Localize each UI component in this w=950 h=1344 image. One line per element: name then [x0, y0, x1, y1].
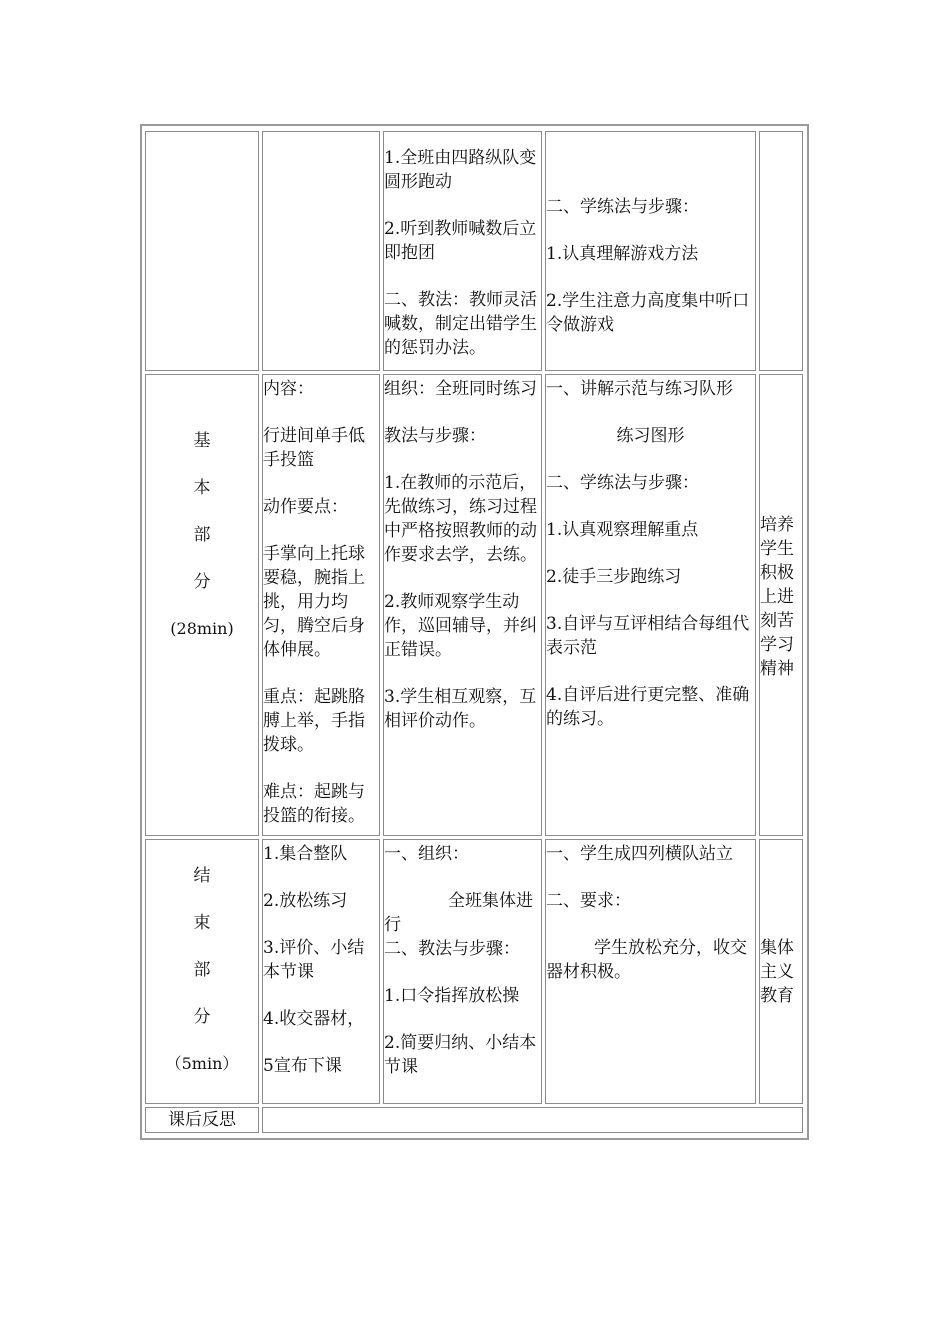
text-line: 二、教法：教师灵活喊数，制定出错学生的惩罚办法。	[384, 290, 537, 358]
cell-goal-basic	[759, 374, 803, 836]
text-line: 1.认真理解游戏方法	[546, 244, 699, 264]
text-line: 组织：全班同时练习	[384, 379, 537, 399]
text-line: 二、要求：	[546, 891, 631, 911]
text-line: 二、教法与步骤：	[384, 939, 520, 959]
text-line: 2.放松练习	[263, 891, 348, 911]
reflect-label: 课后反思	[168, 1110, 236, 1130]
text-line: 难点：起跳与投篮的衔接。	[263, 782, 365, 826]
cell-section-basic	[145, 374, 259, 836]
goal-text: 集体主义教育	[760, 938, 794, 1006]
cell-section-end	[145, 839, 259, 1104]
text-line: 2.学生注意力高度集中听口令做游戏	[546, 291, 750, 335]
text-line: 手掌向上托球要稳，腕指上挑，用力均匀，腾空后身体伸展。	[263, 544, 365, 660]
cell-content-basic	[262, 374, 380, 836]
text-line: 3.自评与互评相结合每组代表示范	[546, 614, 750, 658]
text-line: 学生放松充分，收交器材积极。	[546, 938, 747, 982]
text-line: 1.集合整队	[263, 844, 348, 864]
cell-method-end	[383, 839, 542, 1104]
section-duration: （5min）	[165, 1054, 239, 1073]
text-line: 1.全班由四路纵队变圆形跑动	[384, 148, 537, 192]
section-char: 分	[193, 1007, 211, 1027]
text-line: 1.认真观察理解重点	[546, 520, 699, 540]
section-char: 基	[193, 431, 211, 451]
text-line: 一、讲解示范与练习队形	[546, 379, 733, 399]
cell-goal-empty	[759, 131, 803, 371]
text-line: 二、学练法与步骤：	[546, 197, 699, 217]
text-line: 1.口令指挥放松操	[384, 986, 520, 1006]
text-line: 一、学生成四列横队站立	[546, 844, 733, 864]
text-line: 1.在教师的示范后，先做练习，练习过程中严格按照教师的动作要求去学，去练。	[384, 473, 537, 565]
section-duration: (28min)	[170, 619, 234, 638]
text-line: 练习图形	[616, 426, 685, 446]
text-line: 3.学生相互观察，互相评价动作。	[384, 687, 537, 731]
cell-method-basic	[383, 374, 542, 836]
text-line: 4.收交器材，	[263, 1009, 365, 1029]
table-row-intro	[145, 131, 803, 371]
cell-reflect-value[interactable]	[262, 1107, 803, 1133]
text-line: 3.评价、小结本节课	[263, 938, 365, 982]
text-line: 教法与步骤：	[384, 426, 486, 446]
cell-content-end	[262, 839, 380, 1104]
text-line: 行进间单手低手投篮	[263, 426, 365, 470]
text-line: 内容：	[263, 379, 314, 399]
text-line: 4.自评后进行更完整、准确的练习。	[546, 685, 750, 729]
text-line: 5宣布下课	[263, 1056, 342, 1076]
cell-content-empty	[262, 131, 380, 371]
table-row-basic	[145, 374, 803, 836]
text-line: 2.徒手三步跑练习	[546, 567, 682, 587]
text-line: 2.听到教师喊数后立即抱团	[384, 219, 537, 263]
section-char: 本	[193, 478, 211, 498]
section-char: 部	[193, 525, 211, 545]
section-char: 分	[193, 572, 211, 592]
text-line: 2.教师观察学生动作，巡回辅导，并纠正错误。	[384, 592, 537, 660]
cell-method-intro	[383, 131, 542, 371]
table-row-reflect	[145, 1107, 803, 1133]
cell-student-end	[545, 839, 756, 1104]
text-line: 重点：起跳胳膊上举，手指拨球。	[263, 687, 365, 755]
lesson-plan-table	[142, 128, 806, 1136]
section-char: 束	[193, 913, 211, 933]
cell-reflect-label	[145, 1107, 259, 1133]
cell-section-empty	[145, 131, 259, 371]
cell-student-intro	[545, 131, 756, 371]
text-line: 全班集体进行	[384, 891, 533, 935]
text-line: 动作要点：	[263, 497, 348, 517]
cell-goal-end	[759, 839, 803, 1104]
section-char: 部	[193, 960, 211, 980]
text-line: 一、组织：	[384, 844, 469, 864]
section-char: 结	[193, 866, 211, 886]
text-line: 2.简要归纳、小结本节课	[384, 1033, 537, 1077]
cell-student-basic	[545, 374, 756, 836]
goal-text: 培养学生积极上进刻苦学习精神	[760, 515, 794, 679]
text-line: 二、学练法与步骤：	[546, 473, 699, 493]
table-row-end	[145, 839, 803, 1104]
